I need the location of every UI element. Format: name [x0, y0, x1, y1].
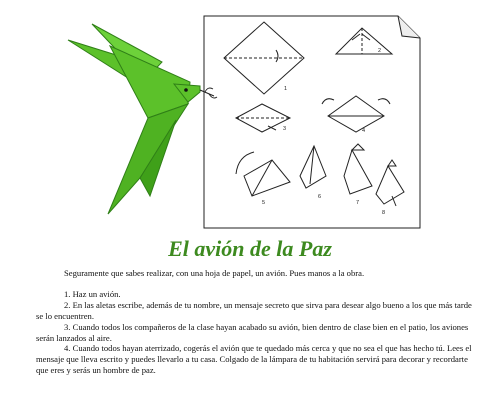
- step-3-text: 3. Cuando todos los compañeros de la clase hayan acabado su avión, bien dentro de clase bien en el patio, los aviones serán lanzados al aire.: [36, 321, 469, 343]
- step-2-text: 2. En las aletas escribe, además de tu nombre, un mensaje secreto que sirva para desear algo bueno a los que más tarde se lo encuentren.: [36, 299, 472, 321]
- document-body: [36, 268, 476, 376]
- step-number: 6: [318, 194, 322, 200]
- step-number: 8: [382, 210, 386, 216]
- step-number: 1: [284, 86, 288, 92]
- step-number: 7: [356, 200, 360, 206]
- intro-paragraph: Seguramente que sabes realizar, con una hoja de papel, un avión. Pues manos a la obra.: [64, 268, 365, 278]
- step-number: 3: [283, 126, 287, 132]
- instruction-sheet: [204, 16, 420, 228]
- step-1-text: 1. Haz un avión.: [64, 288, 121, 299]
- step-number: 4: [362, 128, 366, 134]
- green-dove-icon: [68, 24, 217, 214]
- step-number: 2: [378, 48, 382, 54]
- document-title: El avión de la Paz: [168, 236, 332, 261]
- step-number: 5: [262, 200, 266, 206]
- step-4-text: 4. Cuando todos hayan aterrizado, cogerás el avión que te quedado más cerca y que no sea el que has hecho tú. Lees el mensaje que lleva escrito y puedes llevarlo a tu casa. Colgado de la lámpara de tu habitación servirá para decorar y recordarte que eres y serás un hombre de paz.: [36, 343, 472, 376]
